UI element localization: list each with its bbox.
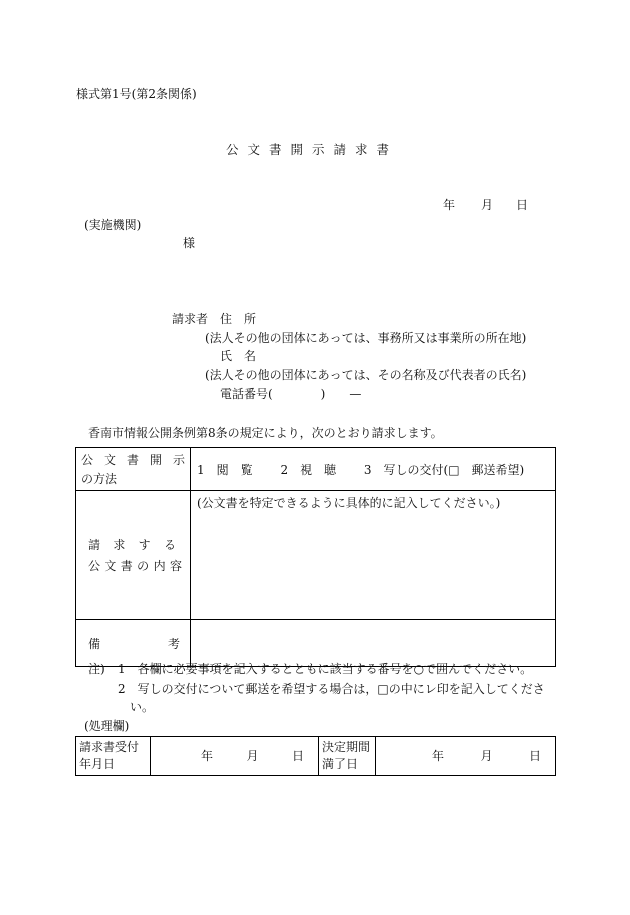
note-2-continuation: い。: [130, 700, 155, 714]
phone-label: 電話番号( ) —: [220, 387, 362, 401]
note-1: 1 各欄に必要事項を記入するとともに該当する番号を○で囲んでください。: [118, 662, 533, 676]
received-date-cell[interactable]: [151, 737, 319, 776]
deadline-label-line2: 満了日: [322, 756, 359, 771]
method-options: 1 閲 覧 2 視 聴 3 写しの交付(□ 郵送希望): [197, 462, 525, 477]
agency-label: (実施機関): [84, 218, 142, 232]
method-label-line1: 公 文 書 開 示: [81, 453, 185, 467]
deadline-label-line1: 決定期間: [322, 740, 371, 754]
request-table: [75, 447, 556, 667]
received-label-line2: 年月日: [79, 756, 116, 771]
deadline-date-cell[interactable]: [376, 737, 556, 776]
name-label: 氏 名: [220, 349, 257, 363]
notes-prefix: 注): [88, 662, 105, 676]
method-label-line2: の方法: [81, 472, 118, 486]
deadline-label-cell: [319, 737, 376, 776]
deadline-year-label: 年: [432, 749, 445, 764]
content-label-line2: 公 文 書 の 内 容: [88, 559, 182, 573]
method-row: [76, 448, 556, 491]
received-year-label: 年: [201, 749, 214, 764]
content-input-cell[interactable]: [191, 491, 556, 620]
content-row: [76, 491, 556, 620]
processing-row: [76, 737, 556, 776]
remarks-row: [76, 620, 556, 667]
note-2: 2 写しの交付について郵送を希望する場合は，□の中にレ印を記入してくださ: [118, 682, 545, 696]
deadline-date: [376, 747, 555, 764]
date-year-label: 年: [443, 198, 456, 212]
name-note: (法人その他の団体にあっては、その名称及び代表者の氏名): [205, 368, 527, 382]
date-day-label: 日: [516, 198, 529, 212]
deadline-day-label: 日: [528, 749, 541, 764]
processing-label: (処理欄): [84, 719, 130, 733]
remarks-label: 備 考: [88, 636, 180, 651]
received-date: [151, 747, 318, 764]
received-month-label: 月: [246, 749, 259, 764]
received-label-cell: [76, 737, 151, 776]
received-label-line1: 請求書受付: [79, 740, 140, 754]
form-number: 様式第1号(第2条関係): [76, 87, 197, 101]
address-label: 住 所: [220, 312, 257, 326]
method-label-cell: [76, 448, 191, 491]
content-hint: (公文書を特定できるように具体的に記入してください。): [197, 496, 501, 510]
processing-table: [75, 736, 556, 776]
content-label-line1: 請 求 す る: [88, 538, 176, 552]
content-label-cell: [76, 491, 191, 620]
honorific: 様: [183, 236, 196, 250]
remarks-input-cell[interactable]: [191, 620, 556, 667]
requester-label: 請求者: [172, 312, 209, 326]
deadline-month-label: 月: [480, 749, 493, 764]
page-title: 公文書開示請求書: [226, 142, 399, 157]
address-note: (法人その他の団体にあっては、事務所又は事業所の所在地): [205, 331, 527, 345]
intro-text: 香南市情報公開条例第8条の規定により，次のとおり請求します。: [88, 426, 443, 440]
remarks-label-cell: [76, 620, 191, 667]
received-day-label: 日: [291, 749, 304, 764]
method-options-cell[interactable]: [191, 448, 556, 491]
date-month-label: 月: [481, 198, 494, 212]
